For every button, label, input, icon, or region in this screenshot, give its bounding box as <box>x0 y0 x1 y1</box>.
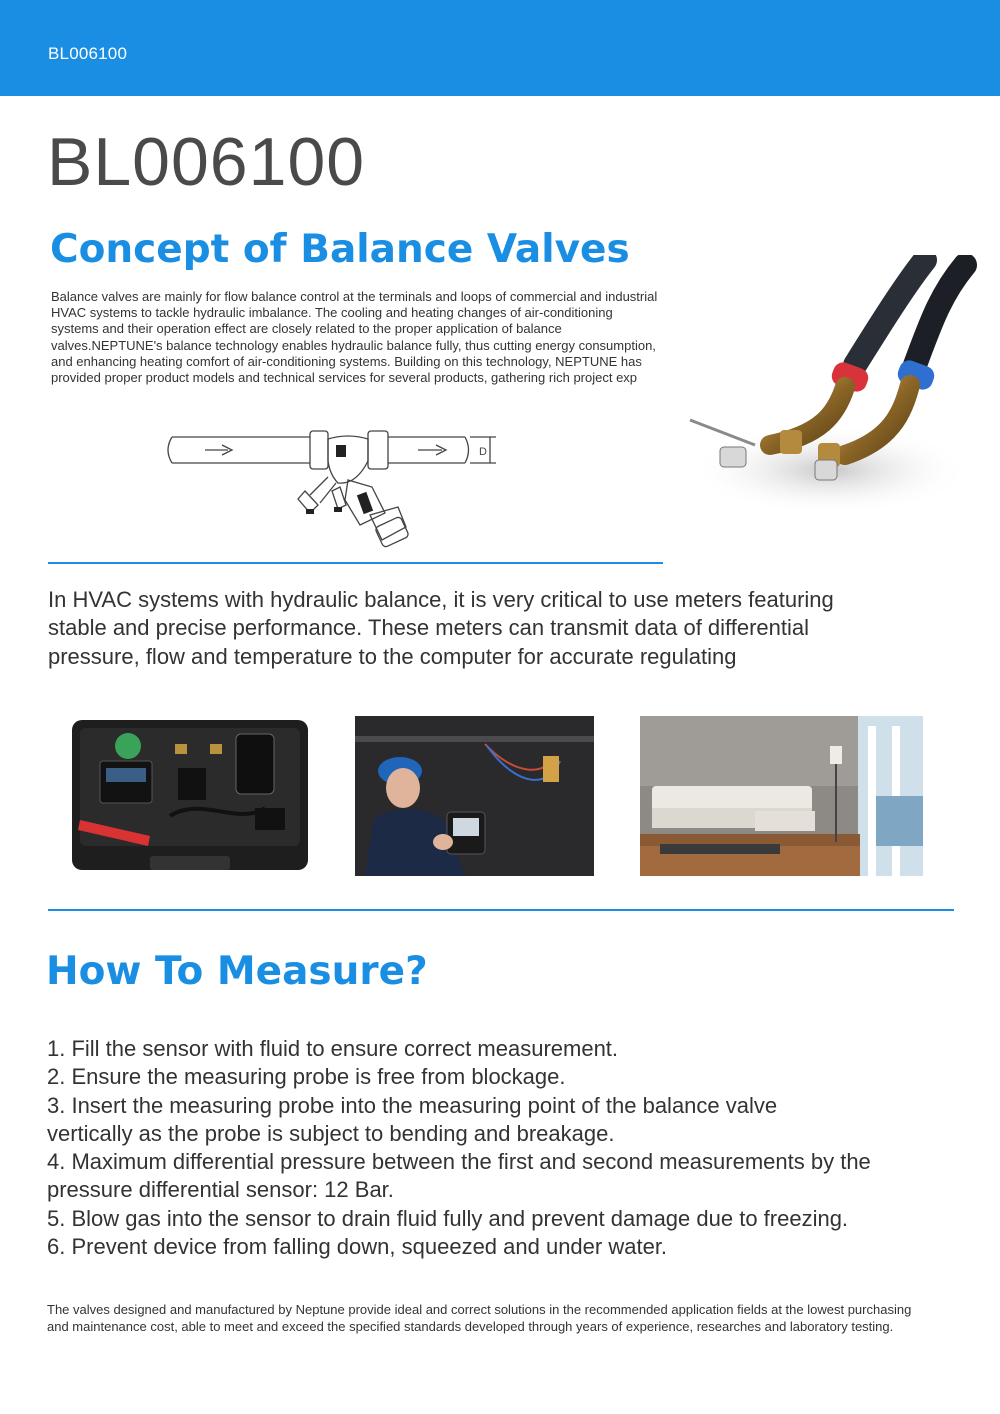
section-divider <box>48 909 954 911</box>
measurement-kit-photo <box>70 716 310 876</box>
header-product-code: BL006100 <box>48 44 128 63</box>
technician-photo <box>355 716 594 876</box>
diagram-dimension-label: D <box>479 446 487 458</box>
living-room-photo <box>640 716 923 876</box>
measure-heading: How To Measure? <box>46 949 428 994</box>
header-bar <box>0 0 1000 96</box>
model-title: BL006100 <box>47 124 366 200</box>
footer-note: The valves designed and manufactured by Neptune provide ideal and correct solutions in the recommended application fields at the lowest purchasing and maintenance cost, able to meet and exceed the specified standards developed through years of experience, researches and laboratory testing. <box>47 1302 912 1334</box>
list-item: 2. Ensure the measuring probe is free from blockage. <box>47 1064 566 1090</box>
balance-valve-diagram <box>160 425 505 550</box>
section-divider <box>48 562 663 564</box>
concept-heading: Concept of Balance Valves <box>50 227 630 272</box>
hoses-product-image <box>680 255 980 525</box>
concept-body: Balance valves are mainly for flow balance control at the terminals and loops of commercial and industrial HVAC systems to tackle hydraulic imbalance. The cooling and heating changes of air-conditioning systems and their operation effect are closely related to the proper application of balance valves.NEPTUNE's balance technology enables hydraulic balance fully, thus cutting energy consumption, and enhancing heating comfort of air-conditioning systems. Building on this technology, NEPTUNE has provided proper product models and technical services for several products, gathering rich project exp <box>51 289 658 386</box>
measure-steps-list <box>47 1035 947 1261</box>
list-item: 3. Insert the measuring probe into the measuring point of the balance valve vertically as the probe is subject to bending and breakage. <box>47 1092 778 1146</box>
list-item: 4. Maximum differential pressure between the first and second measurements by the pressure differential sensor: 12 Bar. <box>47 1149 871 1203</box>
list-item: 6. Prevent device from falling down, squeezed and under water. <box>47 1234 668 1260</box>
list-item: 5. Blow gas into the sensor to drain fluid fully and prevent damage due to freezing. <box>47 1205 849 1231</box>
list-item: 1. Fill the sensor with fluid to ensure correct measurement. <box>47 1036 619 1061</box>
hvac-paragraph: In HVAC systems with hydraulic balance, it is very critical to use meters featuring stable and precise performance. These meters can transmit data of differential pressure, flow and temperature to the computer for accurate regulating <box>48 587 834 669</box>
